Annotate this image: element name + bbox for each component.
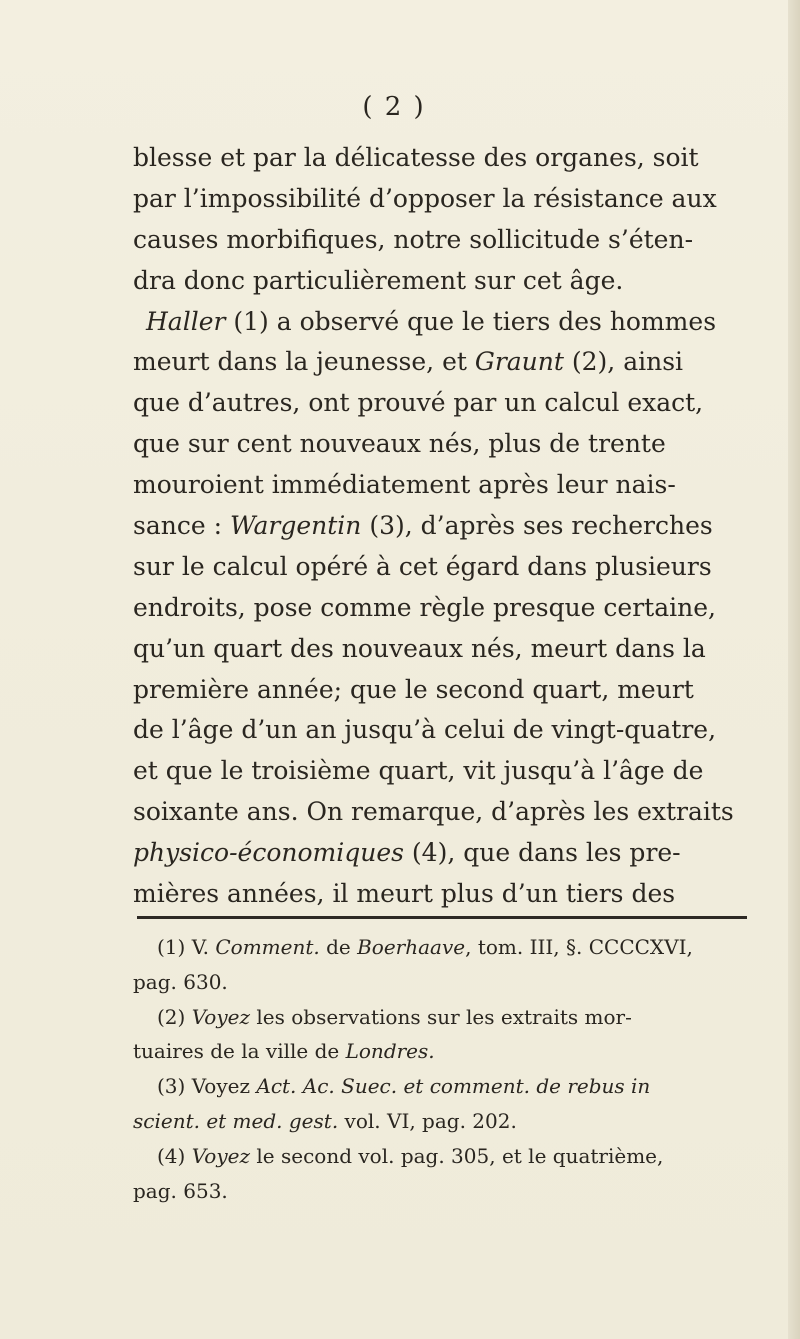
text-line: par l’impossibilité d’opposer la résistance aux — [133, 183, 717, 213]
text-line: soixante ans. On remarque, d’après les extraits — [133, 797, 734, 827]
footnote-3-cont: scient. et med. gest. vol. VI, pag. 202. — [133, 1108, 517, 1133]
footnote-3: (3) Voyez Act. Ac. Suec. et comment. de rebus in — [157, 1074, 651, 1099]
text-line: causes morbifiques, notre sollicitude s’éten- — [133, 224, 694, 254]
text-line: mouroient immédiatement après leur nais- — [133, 470, 676, 500]
page-edge — [788, 0, 800, 1339]
text-line: sance : Wargentin (3), d’après ses recherches — [133, 511, 713, 541]
text-line: et que le troisième quart, vit jusqu’à l’âge de — [133, 756, 704, 786]
author-name: Graunt — [474, 347, 564, 377]
footnote-2-cont: tuaires de la ville de Londres. — [133, 1039, 435, 1064]
text-line: mières années, il meurt plus d’un tiers des — [133, 879, 676, 909]
page-number: ( 2 ) — [362, 92, 426, 122]
text-line: que sur cent nouveaux nés, plus de trente — [133, 429, 666, 459]
text-line: qu’un quart des nouveaux nés, meurt dans la — [133, 633, 706, 663]
text-line: physico-économiques (4), que dans les pre- — [133, 838, 681, 868]
footnote-4: (4) Voyez le second vol. pag. 305, et le quatrième, — [157, 1143, 664, 1168]
text-line: endroits, pose comme règle presque certaine, — [133, 592, 716, 622]
work-title: physico-économiques — [133, 838, 404, 868]
text-line: première année; que le second quart, meurt — [133, 674, 694, 704]
footnotes — [133, 930, 755, 1208]
footnote-2: (2) Voyez les observations sur les extraits mor- — [157, 1004, 632, 1029]
footnote-1: (1) V. Comment. de Boerhaave, tom. III, §. CCCCXVI, — [157, 935, 693, 959]
text-line: sur le calcul opéré à cet égard dans plusieurs — [133, 551, 712, 581]
text-line: dra donc particulièrement sur cet âge. — [133, 265, 624, 295]
body-text — [133, 138, 755, 915]
text-line: de l’âge d’un an jusqu’à celui de vingt-quatre, — [133, 715, 717, 745]
author-name: Wargentin — [229, 511, 362, 541]
text-line: Haller (1) a observé que le tiers des hommes — [146, 306, 717, 336]
author-name: Haller — [146, 306, 226, 336]
text-line: que d’autres, ont prouvé par un calcul exact, — [133, 388, 704, 418]
footnote-4-cont: pag. 653. — [133, 1178, 228, 1203]
text-line: meurt dans la jeunesse, et Graunt (2), ainsi — [133, 347, 684, 377]
footnote-1-cont: pag. 630. — [133, 969, 228, 994]
footnote-rule — [137, 916, 747, 919]
text-line: blesse et par la délicatesse des organes, soit — [133, 143, 699, 172]
